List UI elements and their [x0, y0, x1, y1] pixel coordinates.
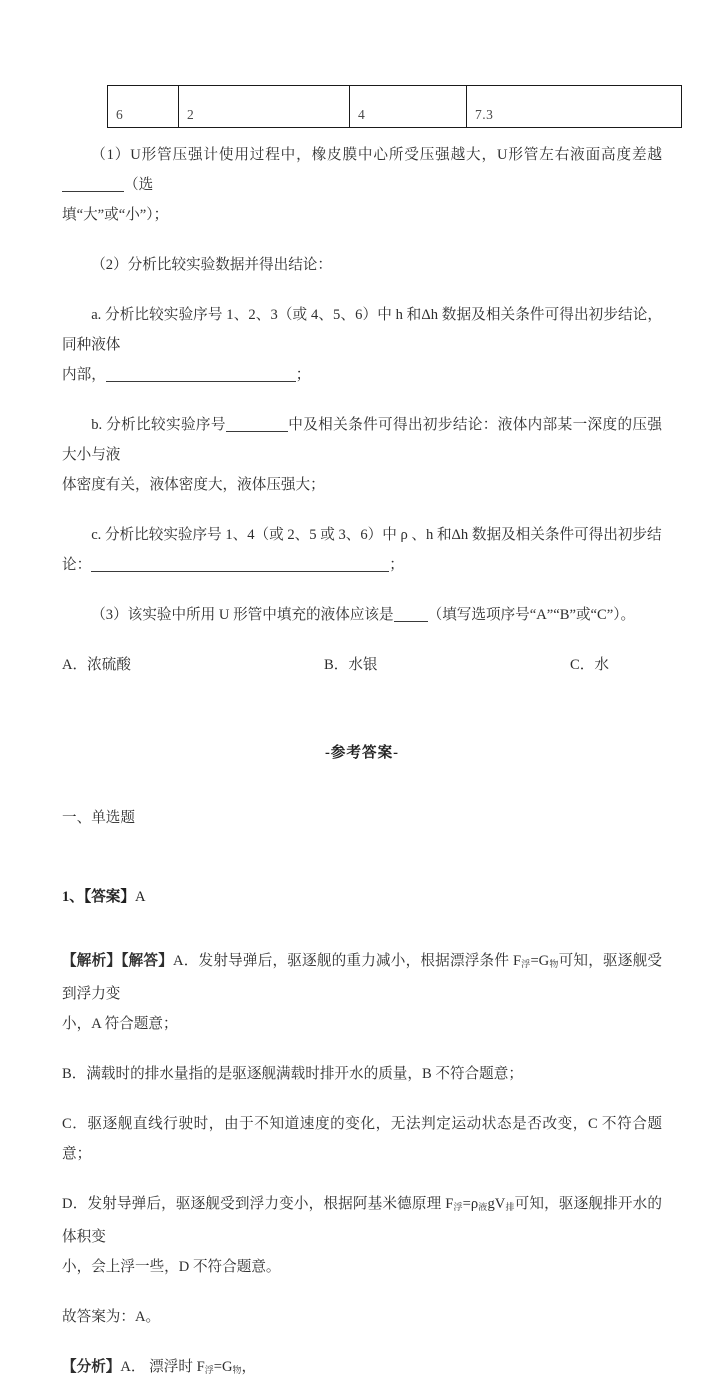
analysis-conclusion: 故答案为：A。: [62, 1309, 161, 1326]
formula-subscript-wu: 物: [549, 959, 559, 970]
formula-subscript-wu-2: 物: [232, 1365, 242, 1376]
question-1-text-part2: （选: [124, 177, 154, 193]
question-3-text-part2: （填写选项序号“A”“B”或“C”）。: [427, 607, 636, 623]
analysis-option-d-pre: D．发射导弹后，驱逐舰受到浮力变小，根据阿基米德原理 F: [62, 1196, 454, 1213]
table-cell-depth: 2: [179, 86, 350, 128]
analysis-option-d-line1: [62, 1189, 662, 1252]
fenxi-line: [62, 1352, 662, 1385]
formula-subscript-fu: 浮: [521, 959, 531, 970]
question-2b-text-part1: b. 分析比较实验序号: [91, 417, 226, 433]
fenxi-text-post: ，: [241, 1359, 257, 1376]
answer-blank-q2a[interactable]: [106, 381, 296, 382]
option-c[interactable]: C．水: [570, 657, 609, 673]
question-2b-line2: 体密度有关，液体密度大，液体压强大；: [62, 477, 325, 493]
table-cell-seq: 6: [108, 86, 179, 128]
analysis-option-a-line1: [62, 946, 662, 1009]
answer-value: A: [134, 888, 146, 905]
question-2b-line1: [62, 410, 662, 470]
table-cell-diff: 7.3: [467, 86, 682, 128]
analysis-option-d-post: 可知，驱逐舰排开水的体积变: [62, 1196, 662, 1246]
answer-blank-q2b[interactable]: [226, 431, 288, 432]
answer-key-title: -参考答案-: [324, 745, 400, 761]
analysis-option-c: C．驱逐舰直线行驶时，由于不知道速度的变化，无法判定运动状态是否改变，C 不符合题意；: [62, 1116, 662, 1163]
question-2a-line1: a. 分析比较实验序号 1、2、3（或 4、5、6）中 h 和Δh 数据及相关条件可得出初步结论，同种液体: [62, 307, 662, 353]
answer-question-1-head: [62, 882, 662, 912]
answer-section-heading: 一、单选题: [62, 809, 135, 826]
answer-blank-q1[interactable]: [62, 191, 124, 192]
question-3-text-part1: （3）该实验中所用 U 形管中填充的液体应该是: [91, 607, 394, 623]
question-2a-line2-post: ；: [295, 367, 311, 383]
formula-subscript-fu-3: 浮: [204, 1365, 214, 1376]
answer-blank-q2c[interactable]: [91, 571, 389, 572]
formula-subscript-ye: 液: [478, 1202, 488, 1213]
formula-eq-gv: gV: [487, 1196, 506, 1213]
analysis-option-a-post: 可知，驱逐舰受到浮力变: [62, 953, 662, 1003]
analysis-option-d-line2: 小，会上浮一些，D 不符合题意。: [62, 1259, 281, 1276]
question-2a-line2-pre: 内部，: [62, 367, 106, 383]
question-2-lead: （2）分析比较实验数据并得出结论：: [91, 257, 332, 273]
analysis-tag: 【解析】【解答】: [62, 953, 174, 970]
experiment-data-table-wrap: [107, 85, 645, 128]
question-2c-line1: c. 分析比较实验序号 1、4（或 2、5 或 3、6）中 ρ 、h 和Δh 数据及相关条件可得出初步结: [91, 527, 662, 543]
table-row: [108, 86, 682, 128]
question-number: 1、: [62, 888, 84, 905]
question-1-paragraph: [62, 140, 662, 200]
document-body: [62, 140, 662, 1385]
question-1-text-part1: （1）U形管压强计使用过程中，橡皮膜中心所受压强越大，U形管左右液面高度差越: [91, 147, 662, 163]
formula-subscript-fu-2: 浮: [453, 1202, 463, 1213]
question-2c-line2-pre: 论：: [62, 557, 92, 573]
question-3-options: [62, 650, 662, 680]
formula-eq-3: =G: [213, 1359, 233, 1376]
question-3-paragraph: [62, 600, 662, 630]
formula-eq-rho: =ρ: [462, 1196, 479, 1213]
answer-tag: 【答案】: [83, 888, 135, 905]
question-2c-line2: [62, 550, 662, 580]
question-2c-line2-post: ；: [389, 557, 404, 573]
analysis-option-a-pre: A．发射导弹后，驱逐舰的重力减小，根据漂浮条件 F: [173, 953, 522, 970]
question-2a-line2: [62, 360, 662, 390]
fenxi-tag: 【分析】: [62, 1359, 121, 1376]
option-a[interactable]: A．浓硫酸: [62, 657, 131, 673]
answer-blank-q3[interactable]: [394, 621, 428, 622]
question-1-line2: 填“大”或“小”）；: [62, 207, 169, 223]
formula-eq-1: =G: [530, 953, 550, 970]
question-2b-text-part2: 中及相关条件可得出初步结论：液体内部某一深度的压强大小与液: [62, 417, 662, 463]
analysis-option-a-line2: 小，A 符合题意；: [62, 1016, 178, 1033]
formula-subscript-pai: 排: [505, 1202, 515, 1213]
table-cell-liquid: 4: [350, 86, 467, 128]
analysis-option-b: B．满载时的排水量指的是驱逐舰满载时排开水的质量，B 不符合题意；: [62, 1066, 523, 1083]
fenxi-text-pre: A． 漂浮时 F: [120, 1359, 205, 1376]
experiment-data-table: [107, 85, 682, 128]
option-b[interactable]: B．水银: [324, 657, 378, 673]
